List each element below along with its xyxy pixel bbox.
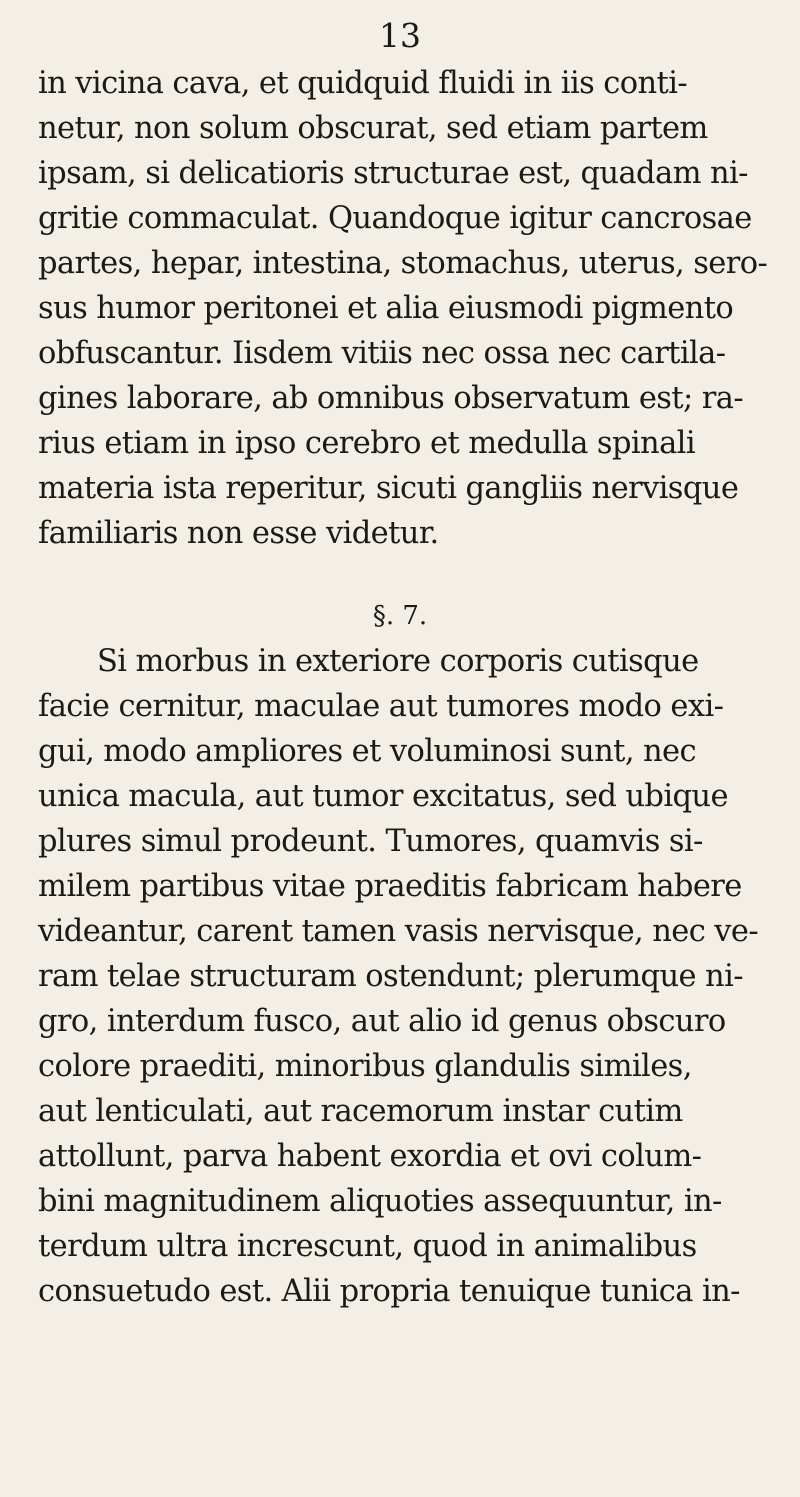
text-line: colore praediti, minoribus glandulis similes, (38, 1049, 692, 1084)
text-line: in vicina cava, et quidquid fluidi in iis conti- (38, 66, 688, 101)
text-line: attollunt, parva habent exordia et ovi colum- (38, 1139, 702, 1174)
text-line: consuetudo est. Alii propria tenuique tunica in- (38, 1274, 740, 1309)
text-line: materia ista reperitur, sicuti gangliis nervisque (38, 471, 739, 506)
text-line: ipsam, si delicatioris structurae est, quadam ni- (38, 156, 748, 191)
text-line: plures simul prodeunt. Tumores, quamvis si- (38, 824, 703, 859)
text-line: gines laborare, ab omnibus observatum est; ra- (38, 381, 744, 416)
text-line: gritie commaculat. Quandoque igitur cancrosae (38, 201, 752, 236)
text-line: partes, hepar, intestina, stomachus, uterus, sero- (38, 246, 768, 281)
text-line: netur, non solum obscurat, sed etiam partem (38, 111, 708, 146)
text-line: ram telae structuram ostendunt; plerumque ni- (38, 959, 743, 994)
text-line: videantur, carent tamen vasis nervisque, nec ve- (38, 914, 759, 949)
page-number: 13 (379, 16, 421, 55)
section-heading: §. 7. (372, 601, 428, 631)
text-line: aut lenticulati, aut racemorum instar cutim (38, 1094, 683, 1129)
text-line: bini magnitudinem aliquoties assequuntur, in- (38, 1184, 722, 1219)
text-line: terdum ultra increscunt, quod in animalibus (38, 1229, 697, 1264)
text-line: milem partibus vitae praeditis fabricam habere (38, 869, 742, 904)
text-line: obfuscantur. Iisdem vitiis nec ossa nec cartila- (38, 336, 726, 371)
text-line: facie cernitur, maculae aut tumores modo exi- (38, 689, 724, 724)
text-line: Si morbus in exteriore corporis cutisque (97, 644, 699, 679)
text-line: gui, modo ampliores et voluminosi sunt, nec (38, 734, 696, 769)
text-line: rius etiam in ipso cerebro et medulla spinali (38, 426, 695, 461)
text-line: unica macula, aut tumor excitatus, sed ubique (38, 779, 728, 814)
text-line: gro, interdum fusco, aut alio id genus obscuro (38, 1004, 726, 1039)
text-line: familiaris non esse videtur. (38, 516, 439, 551)
text-line: sus humor peritonei et alia eiusmodi pigmento (38, 291, 734, 326)
